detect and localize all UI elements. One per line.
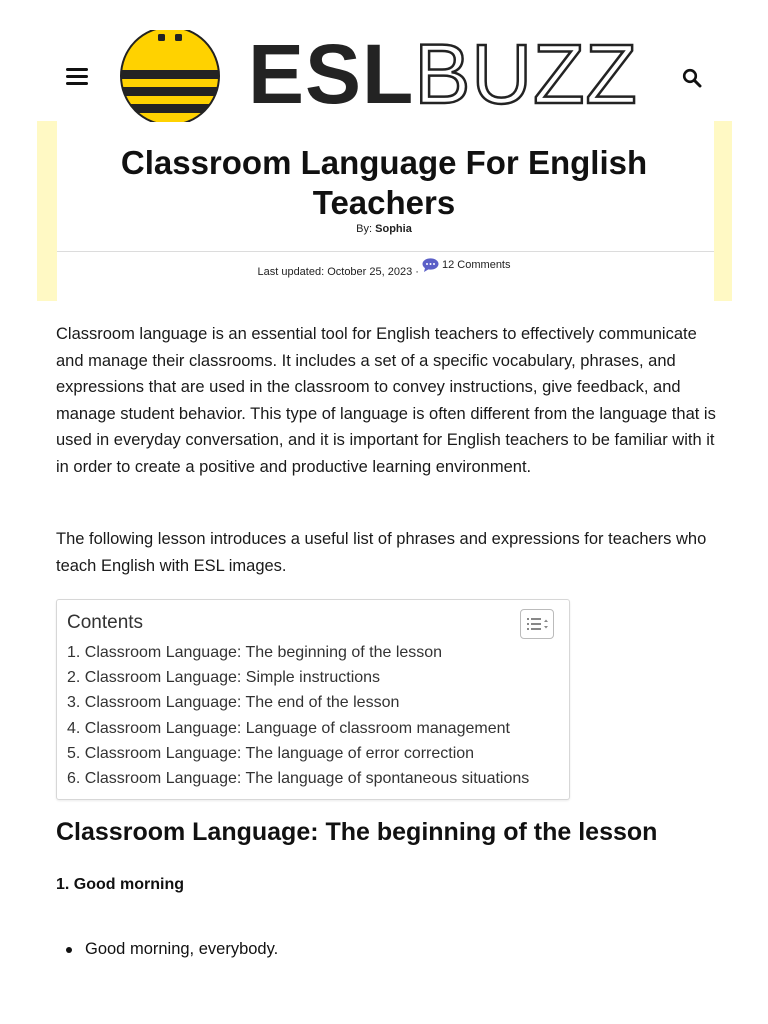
site-header [0,0,768,121]
search-icon[interactable] [682,68,702,88]
page-title: Classroom Language For English Teachers [120,144,648,221]
logo-wordmark [248,27,638,121]
toc-link[interactable] [67,669,380,686]
toc-item-label: Classroom Language: The end of the lesson [84,694,400,712]
divider [57,251,714,252]
author-link[interactable]: Sophia [375,223,412,235]
bee-logo-icon [120,30,220,122]
meta-separator: · [415,266,419,278]
comments-count: 12 Comments [442,259,511,271]
byline [0,223,768,235]
post-meta [0,261,768,278]
logo-buzz: BUZZ [414,27,638,121]
comments-link[interactable] [422,261,510,275]
section-subheading: 1. Good morning [56,876,184,893]
list-toggle-icon [521,610,553,638]
table-of-contents [56,599,570,800]
toc-item-number: 5. [67,744,81,762]
comment-bubble-icon [422,258,439,272]
toc-link[interactable] [67,694,399,711]
toc-list [67,640,529,791]
toc-link[interactable] [67,720,510,737]
toc-item-number: 4. [67,719,81,737]
toc-item [67,640,529,665]
last-updated: Last updated: October 25, 2023 [257,266,413,278]
toc-item-label: Classroom Language: The language of error correction [84,744,475,762]
site-logo[interactable] [120,27,652,122]
section-heading: Classroom Language: The beginning of the lesson [56,818,658,846]
toc-link[interactable] [67,770,529,787]
list-item [66,940,278,959]
toc-item-label: Classroom Language: The beginning of the lesson [84,644,443,661]
toc-item-number: 3. [67,694,81,712]
intro-paragraph: Classroom language is an essential tool for English teachers to effectively communicate and manage their classrooms. It includes a set of a specific vocabulary, phrases, and expressions that are used in the classroom to convey instructions, give feedback, and manage student behavior. This type of language is often different from the language that is used in everyday conversation, and it is important for English teachers to be familiar with it in order to create a positive and productive learning environment. [56,325,716,476]
toc-item-label: Classroom Language: Simple instructions [84,669,381,687]
toc-item-number: 6. [67,769,81,787]
toc-item [67,716,529,741]
toc-item-label: Classroom Language: The language of spontaneous situations [84,769,530,787]
toc-item [67,690,529,715]
lesson-paragraph: The following lesson introduces a useful list of phrases and expressions for teachers who teach English with ESL images. [56,530,707,575]
toc-toggle-button[interactable] [520,609,554,639]
toc-item-number: 2. [67,669,81,687]
toc-item [67,741,529,766]
toc-item-number: 1. [67,644,81,661]
toc-item [67,665,529,690]
toc-item [67,766,529,791]
list-item-text: Good morning, everybody. [85,940,279,958]
toc-item-label: Classroom Language: Language of classroom management [84,719,510,737]
toc-link[interactable] [67,745,474,762]
toc-title: Contents [67,612,144,633]
logo-esl: ESL [248,27,415,121]
hamburger-menu-icon[interactable] [66,68,88,86]
by-label: By: [356,223,373,235]
bullet-icon [66,947,72,953]
toc-link[interactable] [67,644,442,661]
